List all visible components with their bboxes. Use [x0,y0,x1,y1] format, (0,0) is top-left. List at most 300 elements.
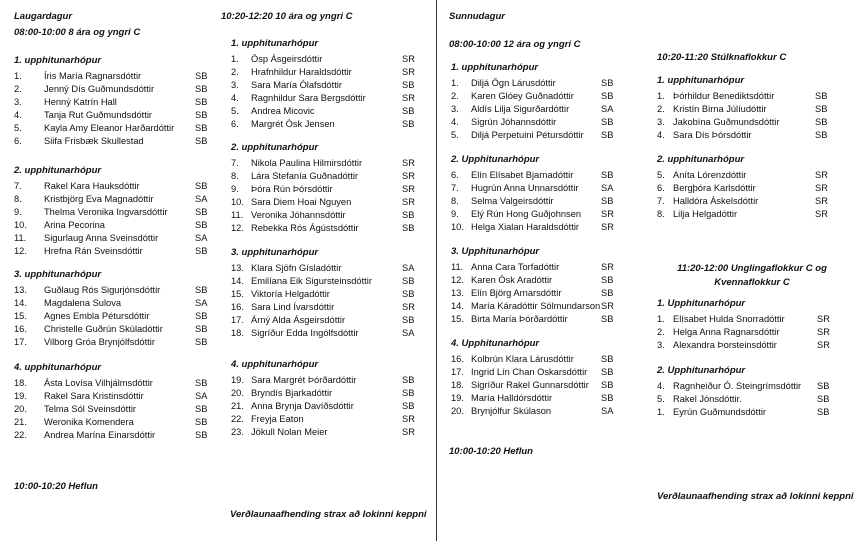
list-item [657,129,835,141]
skater-number: 6. [231,119,239,129]
club-code: SR [402,93,415,103]
list-item [14,390,215,402]
list-item [657,169,835,181]
skater-number: 20. [231,388,244,398]
skater-number: 8. [451,196,459,206]
club-code: SR [402,414,415,424]
list-item [14,96,215,108]
list-item [231,222,422,234]
club-code: SB [402,276,415,286]
club-code: SB [195,417,208,427]
club-code: SR [817,314,830,324]
club-code: SB [195,246,208,256]
club-code: SB [402,388,415,398]
list-item [451,274,621,286]
skater-name: Aldís Lilja Sigurðardóttir [471,104,570,114]
list-item [451,261,621,273]
skater-number: 6. [657,183,665,193]
skater-name: Sara Margrét Þórðardóttir [251,375,357,385]
club-code: SB [601,170,614,180]
skater-number: 4. [657,381,665,391]
club-code: SB [195,181,208,191]
club-code: SB [195,378,208,388]
list-item [231,413,422,425]
saturday-awards: Verðlaunaafhending strax að lokinni keppni [230,509,427,520]
skater-number: 15. [231,289,244,299]
skater-name: Klara Sjöfn Gísladóttir [251,263,342,273]
sunday-break: 10:00-10:20 Heflun [449,446,533,457]
list-item [451,366,621,378]
skater-name: Diljá Perpetuini Pétursdóttir [471,130,584,140]
skater-number: 5. [451,130,459,140]
club-code: SA [601,104,614,114]
club-code: SR [601,301,614,311]
skater-name: Elý Rún Hong Guðjohnsen [471,209,582,219]
skater-number: 14. [231,276,244,286]
skater-number: 4. [451,117,459,127]
club-code: SR [601,262,614,272]
skater-name: Kristín Birna Júlíudóttir [673,104,767,114]
skater-name: Freyja Eaton [251,414,304,424]
club-code: SB [195,207,208,217]
list-item [14,219,215,231]
club-code: SR [402,184,415,194]
club-code: SB [815,91,828,101]
club-code: SR [402,197,415,207]
club-code: SB [815,117,828,127]
list-item [451,90,621,102]
list-item [231,105,422,117]
skater-name: Tanja Rut Guðmundsdóttir [44,110,153,120]
skater-number: 1. [657,407,665,417]
list-item [657,116,835,128]
skater-name: Aníta Lórenzdóttir [673,170,747,180]
skater-number: 19. [231,375,244,385]
list-item [14,297,215,309]
club-code: SA [402,328,415,338]
club-code: SB [601,78,614,88]
list-item [231,196,422,208]
skater-number: 2. [231,67,239,77]
club-code: SR [601,222,614,232]
group-heading: 1. upphitunarhópur [657,75,745,86]
sunday-session3-time: 11:20-12:00 Unglingaflokkur C og Kvennaflokkur C [677,263,827,288]
skater-name: Þóra Rún Þórsdóttir [251,184,333,194]
list-item [14,193,215,205]
list-item [14,336,215,348]
skater-name: Henný Katrín Hall [44,97,117,107]
skater-name: Ösp Ásgeirsdóttir [251,54,323,64]
skater-number: 13. [451,288,464,298]
skater-name: Sara Dís Þórsdóttir [673,130,752,140]
list-item [657,195,835,207]
list-item [231,400,422,412]
club-code: SB [402,106,415,116]
skater-name: Anna Cara Torfadóttir [471,262,560,272]
skater-name: Weronika Komendera [44,417,134,427]
skater-number: 16. [451,354,464,364]
skater-name: María Káradóttir Sölmundarson [471,301,601,311]
club-code: SB [601,354,614,364]
skater-name: Magdalena Sulova [44,298,122,308]
skater-name: Helga Xialan Haraldsdóttir [471,222,580,232]
list-item [231,79,422,91]
skater-name: Helga Anna Ragnarsdóttir [673,327,780,337]
club-code: SB [402,210,415,220]
list-item [451,405,621,417]
skater-name: Andrea Micovic [251,106,315,116]
skater-number: 1. [451,78,459,88]
club-code: SR [402,302,415,312]
list-item [657,406,837,418]
club-code: SR [817,327,830,337]
club-code: SB [601,117,614,127]
group-heading: 1. Upphitunarhópur [657,298,746,309]
skater-name: Sigríður Rakel Gunnarsdóttir [471,380,589,390]
skater-name: Telma Sól Sveinsdóttir [44,404,136,414]
club-code: SB [601,393,614,403]
skater-number: 16. [14,324,27,334]
skater-name: Árný Alda Ásgeirsdóttir [251,315,346,325]
club-code: SB [402,119,415,129]
skater-name: Siifa Frisbæk Skullestad [44,136,144,146]
list-item [231,314,422,326]
skater-number: 11. [231,210,244,220]
skater-name: Hrefna Rán Sveinsdóttir [44,246,143,256]
skater-name: Rakel Sara Kristinsdóttir [44,391,144,401]
club-code: SB [402,315,415,325]
list-item [451,353,621,365]
club-code: SB [815,104,828,114]
club-code: SA [601,183,614,193]
skater-number: 21. [14,417,27,427]
skater-name: Rakel Jónsdóttir. [673,394,742,404]
list-item [231,262,422,274]
list-item [231,170,422,182]
skater-number: 22. [231,414,244,424]
club-code: SB [601,275,614,285]
skater-number: 6. [451,170,459,180]
skater-number: 19. [451,393,464,403]
skater-name: Kolbrún Klara Lárusdóttir [471,354,574,364]
list-item [451,221,621,233]
list-item [14,429,215,441]
club-code: SB [195,311,208,321]
skater-name: Elín Björg Arnarsdóttir [471,288,562,298]
list-item [231,209,422,221]
list-item [14,377,215,389]
list-item [451,379,621,391]
club-code: SB [601,380,614,390]
club-code: SB [195,123,208,133]
list-item [657,393,837,405]
skater-name: Anna Brynja Davíðsdóttir [251,401,354,411]
skater-name: Sara Lind Ívarsdóttir [251,302,335,312]
group-heading: 2. upphitunarhópur [231,142,319,153]
skater-name: Elín Elísabet Bjarnadóttir [471,170,574,180]
skater-number: 14. [14,298,27,308]
skater-name: Andrea Marína Einarsdóttir [44,430,156,440]
list-item [14,70,215,82]
skater-number: 10. [451,222,464,232]
skater-number: 1. [657,91,665,101]
skater-number: 9. [451,209,459,219]
skater-number: 3. [451,104,459,114]
skater-number: 7. [657,196,665,206]
skater-number: 17. [231,315,244,325]
club-code: SB [817,407,830,417]
list-item [451,287,621,299]
club-code: SB [601,314,614,324]
skater-name: Íris María Ragnarsdóttir [44,71,142,81]
group-heading: 4. Upphitunarhópur [451,338,540,349]
club-code: SB [402,223,415,233]
club-code: SB [402,401,415,411]
club-code: SB [195,430,208,440]
page-divider [436,0,437,541]
skater-number: 9. [231,184,239,194]
skater-name: Margrét Ósk Jensen [251,119,335,129]
skater-name: Rebekka Rós Ágústsdóttir [251,223,359,233]
list-item [451,300,621,312]
skater-number: 19. [14,391,27,401]
list-item [451,182,621,194]
skater-name: Ingrid Lín Chan Oskarsdóttir [471,367,588,377]
club-code: SB [195,71,208,81]
skater-name: Birta María Þórðardóttir [471,314,568,324]
club-code: SR [815,196,828,206]
list-item [14,403,215,415]
skater-name: Sigríður Edda Ingólfsdóttir [251,328,359,338]
skater-number: 11. [14,233,27,243]
group-heading: 1. upphitunarhópur [231,38,319,49]
skater-number: 11. [451,262,464,272]
skater-number: 10. [14,220,27,230]
skater-number: 5. [14,123,22,133]
skater-name: Veronika Jóhannsdóttir [251,210,346,220]
skater-number: 13. [231,263,244,273]
skater-name: Bergþóra Karlsdóttir [673,183,756,193]
skater-name: Þórhildur Benediktsdóttir [673,91,775,101]
skater-number: 3. [231,80,239,90]
list-item [14,310,215,322]
group-heading: 3. Upphitunarhópur [451,246,540,257]
skater-number: 9. [14,207,22,217]
list-item [451,208,621,220]
skater-name: Alexandra Þorsteinsdóttir [673,340,777,350]
skater-name: Agnes Embla Pétursdóttir [44,311,150,321]
skater-name: Thelma Veronika Ingvarsdóttir [44,207,168,217]
skater-number: 2. [451,91,459,101]
skater-number: 3. [657,340,665,350]
skater-number: 8. [231,171,239,181]
club-code: SB [195,84,208,94]
club-code: SB [601,367,614,377]
list-item [14,323,215,335]
skater-number: 17. [451,367,464,377]
club-code: SB [601,91,614,101]
list-item [451,195,621,207]
list-item [231,301,422,313]
group-heading: 3. upphitunarhópur [14,269,102,280]
list-item [231,387,422,399]
club-code: SR [402,67,415,77]
sunday-session1-time: 08:00-10:00 12 ára og yngri C [449,39,581,50]
skater-name: Hrafnhildur Haraldsdóttir [251,67,352,77]
list-item [14,135,215,147]
skater-name: Lára Stefanía Guðnadóttir [251,171,358,181]
list-item [451,116,621,128]
skater-number: 4. [231,93,239,103]
list-item [231,118,422,130]
skater-number: 5. [657,394,665,404]
club-code: SB [195,285,208,295]
skater-number: 18. [231,328,244,338]
skater-number: 10. [231,197,244,207]
skater-name: Bryndís Bjarkadóttir [251,388,333,398]
skater-number: 1. [14,71,22,81]
skater-number: 1. [231,54,239,64]
club-code: SB [815,130,828,140]
skater-number: 2. [14,84,22,94]
skater-number: 21. [231,401,244,411]
skater-number: 2. [657,327,665,337]
group-heading: 2. upphitunarhópur [657,154,745,165]
club-code: SA [195,194,208,204]
skater-number: 7. [231,158,239,168]
list-item [451,103,621,115]
list-item [14,416,215,428]
club-code: SB [195,324,208,334]
club-code: SR [402,427,415,437]
skater-name: Selma Valgeirsdóttir [471,196,554,206]
club-code: SB [402,80,415,90]
club-code: SB [601,196,614,206]
club-code: SB [601,288,614,298]
skater-name: Lilja Helgadóttir [673,209,738,219]
club-code: SB [195,404,208,414]
group-heading: 1. upphitunarhópur [451,62,539,73]
club-code: SB [402,375,415,385]
skater-number: 17. [14,337,27,347]
skater-name: Brynjólfur Skúlason [471,406,552,416]
list-item [231,327,422,339]
list-item [657,380,837,392]
group-heading: 4. upphitunarhópur [231,359,319,370]
club-code: SB [195,337,208,347]
club-code: SA [195,391,208,401]
group-heading: 2. upphitunarhópur [14,165,102,176]
club-code: SR [402,54,415,64]
skater-number: 5. [657,170,665,180]
skater-number: 3. [14,97,22,107]
club-code: SB [195,97,208,107]
skater-number: 18. [14,378,27,388]
skater-name: María Halldórsdóttir [471,393,553,403]
skater-name: Jenný Dís Guðmundsdóttir [44,84,155,94]
skater-number: 13. [14,285,27,295]
list-item [451,77,621,89]
list-item [14,180,215,192]
club-code: SR [815,170,828,180]
list-item [14,284,215,296]
skater-number: 20. [451,406,464,416]
skater-number: 15. [451,314,464,324]
club-code: SR [815,183,828,193]
list-item [451,392,621,404]
skater-name: Sara María Ólafsdóttir [251,80,342,90]
list-item [451,169,621,181]
club-code: SR [817,340,830,350]
club-code: SB [195,220,208,230]
group-heading: 3. upphitunarhópur [231,247,319,258]
skater-number: 4. [657,130,665,140]
skater-name: Karen Glóey Guðnadóttir [471,91,574,101]
club-code: SB [601,130,614,140]
skater-name: Arina Pecorina [44,220,105,230]
saturday-session1-time: 08:00-10:00 8 ára og yngri C [14,27,141,38]
skater-number: 7. [14,181,22,191]
list-item [231,53,422,65]
list-item [231,426,422,438]
skater-number: 16. [231,302,244,312]
list-item [14,109,215,121]
sunday-awards: Verðlaunaafhending strax að lokinni keppni [657,491,854,502]
list-item [657,326,837,338]
list-item [14,245,215,257]
skater-name: Halldóra Áskelsdóttir [673,196,759,206]
club-code: SR [815,209,828,219]
skater-number: 18. [451,380,464,390]
skater-name: Sigurlaug Anna Sveinsdóttir [44,233,159,243]
list-item [657,208,835,220]
list-item [231,66,422,78]
skater-name: Eyrún Guðmundsdóttir [673,407,767,417]
group-heading: 4. upphitunarhópur [14,362,102,373]
list-item [657,182,835,194]
club-code: SB [195,136,208,146]
skater-number: 8. [657,209,665,219]
club-code: SR [601,209,614,219]
club-code: SA [195,233,208,243]
skater-name: Vilborg Gróa Brynjólfsdóttir [44,337,155,347]
skater-number: 3. [657,117,665,127]
skater-number: 12. [451,275,464,285]
group-heading: 2. Upphitunarhópur [451,154,540,165]
skater-number: 12. [14,246,27,256]
skater-name: Christelle Guðrún Skúladóttir [44,324,163,334]
skater-name: Nikola Paulina Hilmirsdóttir [251,158,363,168]
list-item [231,183,422,195]
list-item [14,232,215,244]
skater-name: Sigrún Jóhannsdóttir [471,117,557,127]
list-item [231,92,422,104]
skater-number: 14. [451,301,464,311]
sunday-session2-time: 10:20-11:20 Stúlknaflokkur C [657,52,787,63]
club-code: SB [195,110,208,120]
list-item [14,206,215,218]
skater-number: 7. [451,183,459,193]
list-item [231,374,422,386]
club-code: SR [402,171,415,181]
skater-name: Ásta Lovísa Vilhjálmsdóttir [44,378,153,388]
list-item [14,122,215,134]
skater-name: Sara Diem Hoai Nguyen [251,197,352,207]
skater-name: Hugrún Anna Unnarsdóttir [471,183,579,193]
list-item [451,129,621,141]
skater-number: 5. [231,106,239,116]
list-item [657,90,835,102]
